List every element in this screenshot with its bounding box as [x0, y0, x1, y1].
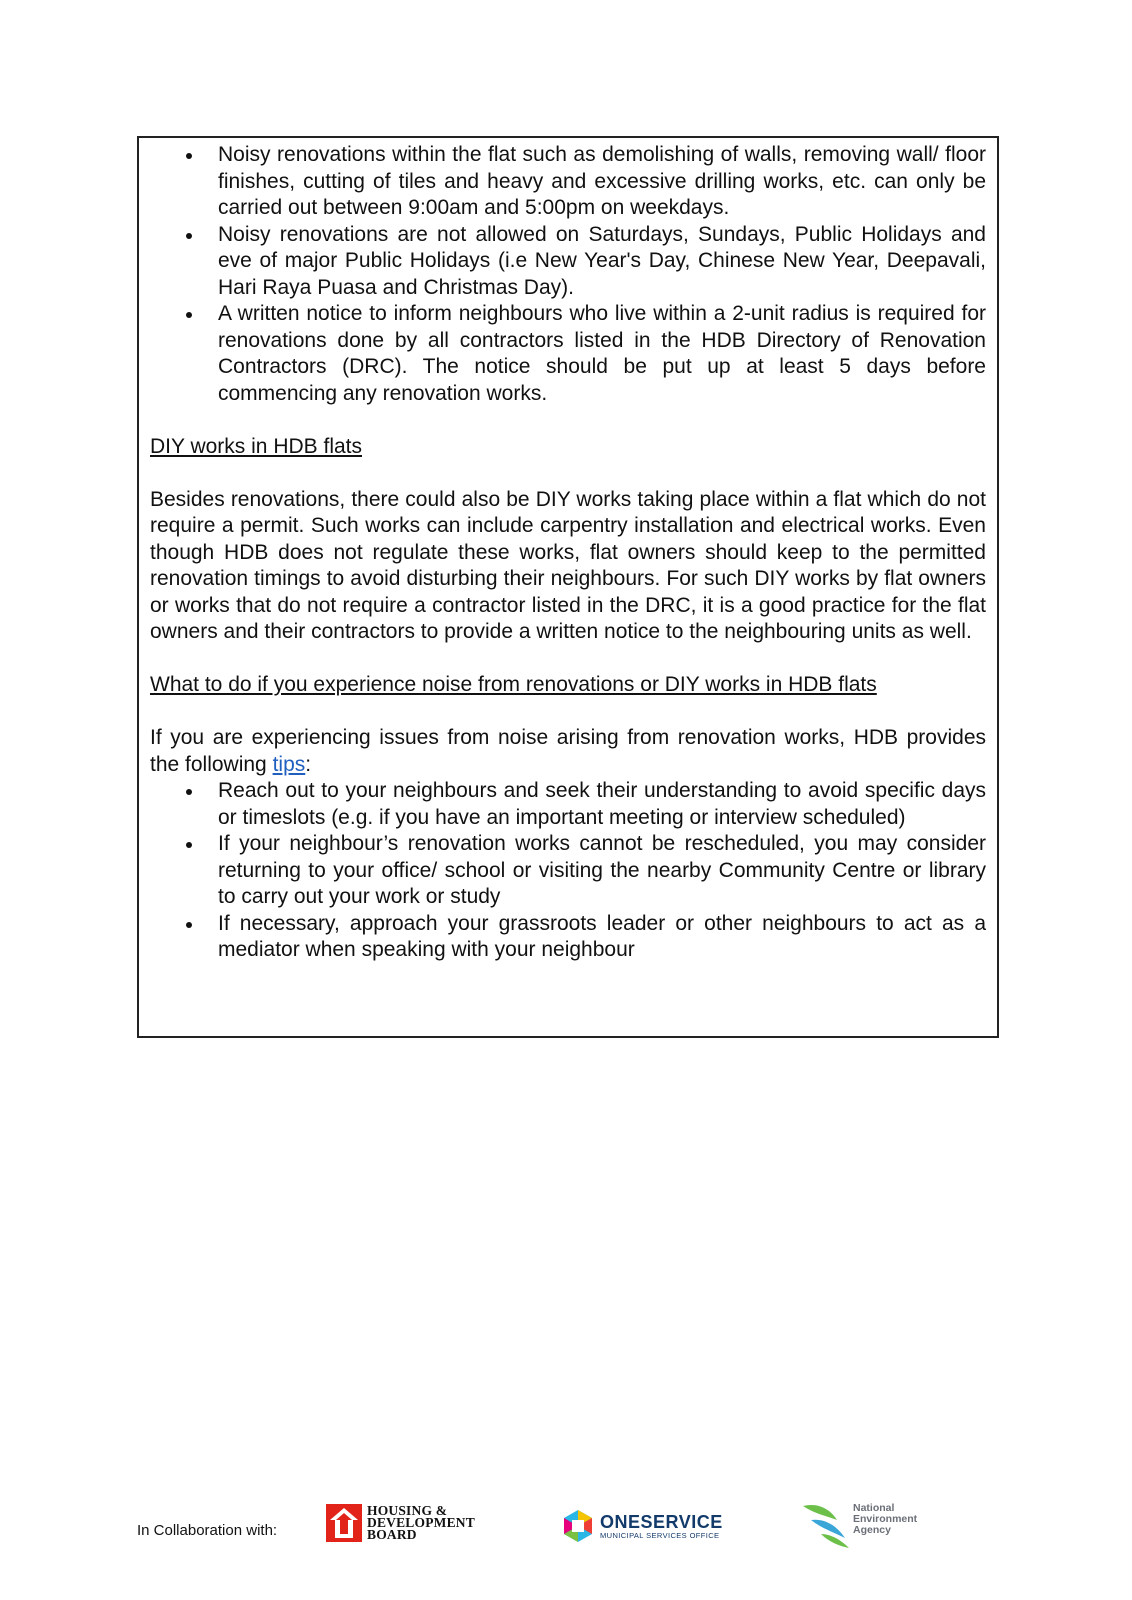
bullet-icon: [186, 312, 192, 318]
nea-logo: National Environment Agency: [801, 1500, 917, 1550]
hdb-house-icon: [325, 1503, 363, 1543]
list-item: Noisy renovations are not allowed on Saturdays, Sundays, Public Holidays and eve of major Public Holidays (i.e New Year's Day, Chinese New Year, Deepavali, Hari Raya Puasa and Christmas Day).: [150, 222, 986, 302]
list-item: If your neighbour’s renovation works cannot be rescheduled, you may consider returning to your office/ school or visiting the nearby Community Centre or library to carry out your work or study: [150, 831, 986, 911]
list-item: Noisy renovations within the flat such as demolishing of walls, removing wall/ floor finishes, cutting of tiles and heavy and excessive drilling works, etc. can only be carried out between 9:00am and 5:00pm on weekdays.: [150, 142, 986, 222]
paragraph-diy: Besides renovations, there could also be DIY works taking place within a flat which do not require a permit. Such works can include carpentry installation and electrical works. Even though HDB does not regulate these works, flat owners should keep to the permitted renovation timings to avoid disturbing their neighbours. For such DIY works by flat owners or works that do not require a contractor listed in the DRC, it is a good practice for the flat owners and their contractors to provide a written notice to the neighbouring units as well.: [150, 487, 986, 643]
list-item: A written notice to inform neighbours who live within a 2-unit radius is required for renovations done by all contractors listed in the HDB Directory of Renovation Contractors (DRC). The notice should be put up at least 5 days before commencing any renovation works.: [150, 301, 986, 407]
bullet-icon: [186, 789, 192, 795]
footer: [137, 1500, 937, 1560]
list-item: If necessary, approach your grassroots leader or other neighbours to act as a mediator when speaking with your neighbour: [150, 911, 986, 964]
tips-link[interactable]: tips: [272, 752, 306, 776]
info-box: [137, 136, 999, 1038]
bullet-icon: [186, 922, 192, 928]
collab-label: In Collaboration with:: [137, 1522, 278, 1539]
oneservice-logo: ONESERVICE MUNICIPAL SERVICES OFFICE: [561, 1509, 723, 1543]
renovation-rules-list: [150, 142, 986, 407]
tips-list: [150, 778, 986, 964]
heading-diy: DIY works in HDB flats: [150, 434, 362, 458]
heading-noise: What to do if you experience noise from renovations or DIY works in HDB flats: [150, 673, 877, 696]
list-item: Reach out to your neighbours and seek their understanding to avoid specific days or timeslots (e.g. if you have an important meeting or interview scheduled): [150, 778, 986, 831]
hdb-logo: HOUSING & DEVELOPMENT BOARD: [325, 1503, 475, 1543]
bullet-icon: [186, 153, 192, 159]
bullet-icon: [186, 233, 192, 239]
oneservice-icon: [561, 1509, 595, 1543]
paragraph-noise: If you are experiencing issues from noise arising from renovation works, HDB provides the following tips:: [150, 726, 986, 776]
nea-leaf-icon: [801, 1500, 859, 1550]
bullet-icon: [186, 842, 192, 848]
